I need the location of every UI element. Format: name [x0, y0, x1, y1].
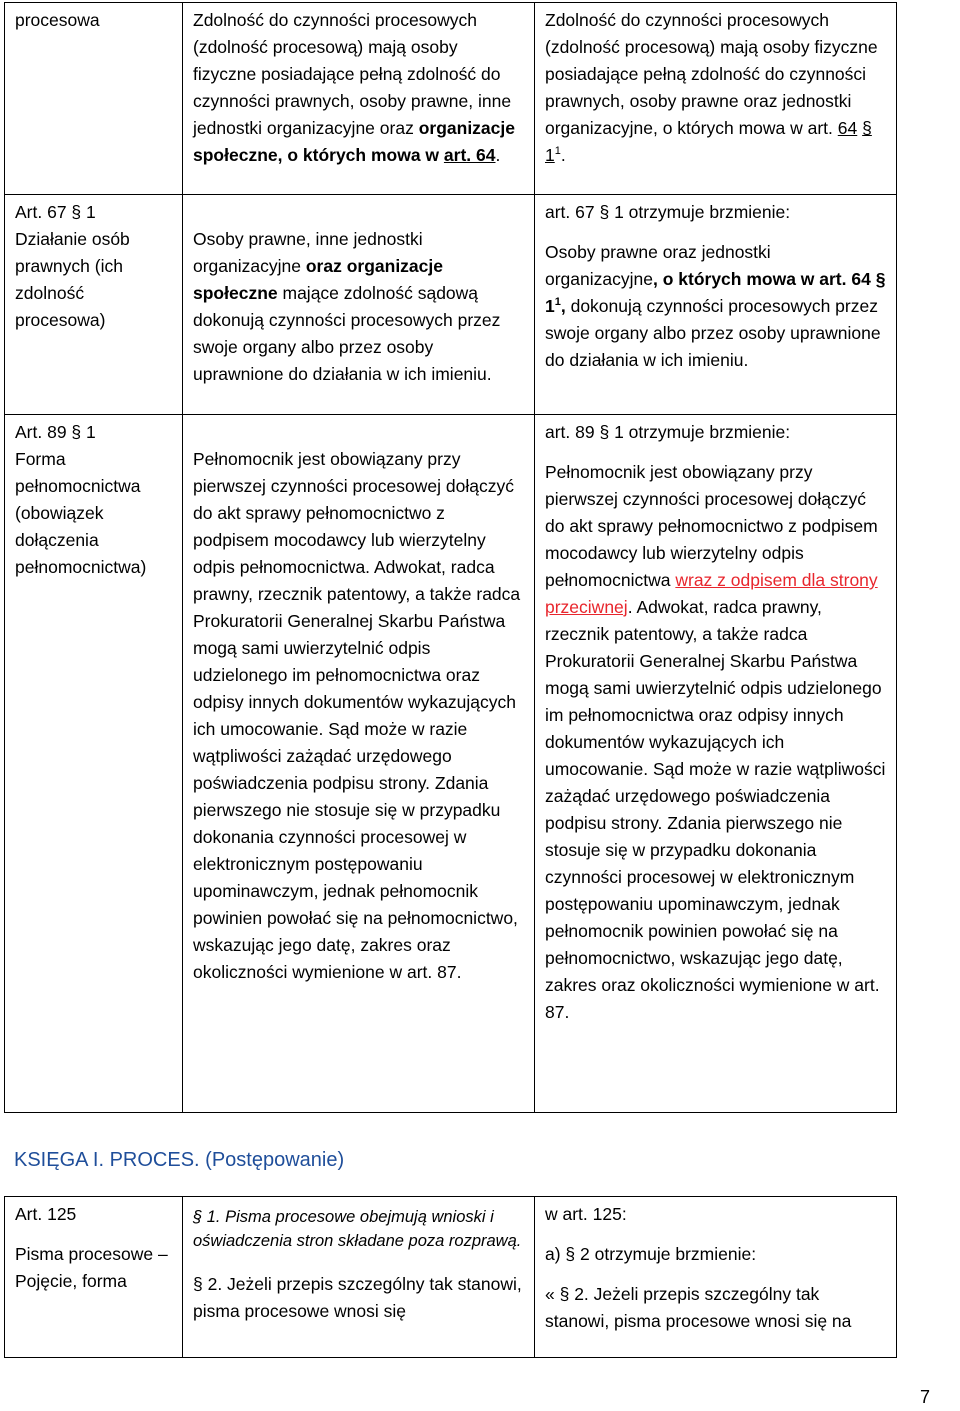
cell-current-text: [183, 3, 535, 195]
proposed-text: Zdolność do czynności procesowych (zdolność procesową) mają osoby fizyczne posiadające pełną zdolność do czynności prawnych, osoby prawne oraz jednostki organizacyjne, o których mowa w art. 64 § $1^1$.: [545, 10, 878, 165]
current-text: Zdolność do czynności procesowych (zdolność procesową) mają osoby fizyczne posiadające pełną zdolność do czynności prawnych, osoby prawne, inne jednostki organizacyjne oraz organizacje społeczne, o których mowa w art. 64.: [193, 10, 515, 165]
cell-current-text: [183, 1197, 535, 1358]
cell-provision: [5, 195, 183, 415]
provision-title: Działanie osób prawnych (ich zdolność procesowa): [15, 229, 130, 330]
provision-title: Forma pełnomocnictwa (obowiązek dołączenia pełnomocnictwa): [15, 449, 147, 577]
cell-provision: [5, 1197, 183, 1358]
table-row: [5, 1197, 897, 1358]
comparison-table-art125: [4, 1196, 897, 1358]
comparison-table: [4, 2, 897, 1113]
provision-ref: Art. 89 § 1: [15, 422, 96, 442]
cell-provision: [5, 415, 183, 1113]
amendment-intro: art. 89 § 1 otrzymuje brzmienie:: [545, 422, 791, 442]
current-text-par1: § 1. Pisma procesowe obejmują wnioski i oświadczenia stron składane poza rozprawą.: [193, 1208, 522, 1250]
cell-current-text: [183, 415, 535, 1113]
table-row: [5, 195, 897, 415]
section-heading: KSIĘGA I. PROCES. (Postępowanie): [14, 1149, 345, 1171]
cell-proposed-text: [535, 1197, 897, 1358]
amendment-intro: w art. 125:: [545, 1204, 627, 1224]
cell-provision: [5, 3, 183, 195]
provision-title: Pisma procesowe – Pojęcie, forma: [15, 1244, 168, 1291]
proposed-text: Osoby prawne oraz jednostki organizacyjne, o których mowa w art. 64 § $1^1$, dokonują czynności procesowych przez swoje organy albo przez osoby uprawnione do działania w ich imieniu.: [545, 242, 886, 370]
cell-proposed-text: [535, 3, 897, 195]
current-text-par2: § 2. Jeżeli przepis szczególny tak stanowi, pisma procesowe wnosi się: [193, 1274, 522, 1321]
cell-proposed-text: [535, 195, 897, 415]
cell-current-text: [183, 195, 535, 415]
amendment-point: a) § 2 otrzymuje brzmienie:: [545, 1244, 757, 1264]
provision-ref: Art. 125: [15, 1204, 77, 1224]
amendment-intro: art. 67 § 1 otrzymuje brzmienie:: [545, 202, 791, 222]
highlighted-addition: wraz z odpisem dla strony przeciwnej: [545, 570, 878, 617]
provision-name: procesowa: [15, 10, 100, 30]
proposed-text: « § 2. Jeżeli przepis szczególny tak stanowi, pisma procesowe wnosi się na: [545, 1284, 852, 1331]
provision-ref: Art. 67 § 1: [15, 202, 96, 222]
page-number: 7: [919, 1387, 930, 1407]
proposed-text: Pełnomocnik jest obowiązany przy pierwszej czynności procesowej dołączyć do akt sprawy pełnomocnictwo z podpisem mocodawcy lub wierzytelny odpis pełnomocnictwa wraz z odpisem dla strony przeciwnej. Adwokat, radca prawny, rzecznik patentowy, a także radca Prokuratorii Generalnej Skarbu Państwa mogą sami uwierzytelnić odpis udzielonego im pełnomocnictwa oraz odpisy innych dokumentów wykazujących ich umocowanie. Sąd może w razie wątpliwości zażądać urzędowego poświadczenia podpisu strony. Zdania pierwszego nie stosuje się w przypadku dokonania czynności procesowej w elektronicznym postępowaniu upominawczym, jednak pełnomocnik powinien powołać się na pełnomocnictwo, wskazując jego datę, zakres oraz okoliczności wymienione w art. 87.: [545, 462, 886, 1022]
table-row: [5, 3, 897, 195]
cell-proposed-text: [535, 415, 897, 1113]
table-row: [5, 415, 897, 1113]
current-text: Osoby prawne, inne jednostki organizacyjne oraz organizacje społeczne mające zdolność sądową dokonują czynności procesowych przez swoje organy albo przez osoby uprawnione do działania w ich imieniu.: [193, 229, 501, 384]
current-text: Pełnomocnik jest obowiązany przy pierwszej czynności procesowej dołączyć do akt sprawy pełnomocnictwo z podpisem mocodawcy lub wierzytelny odpis pełnomocnictwa. Adwokat, radca prawny, rzecznik patentowy, a także radca Prokuratorii Generalnej Skarbu Państwa mogą sami uwierzytelnić odpis udzielonego im pełnomocnictwa oraz odpisy innych dokumentów wykazujących ich umocowanie. Sąd może w razie wątpliwości zażądać urzędowego poświadczenia podpisu strony. Zdania pierwszego nie stosuje się w przypadku dokonania czynności procesowej w elektronicznym postępowaniu upominawczym, jednak pełnomocnik powinien powołać się na pełnomocnictwo, wskazując jego datę, zakres oraz okoliczności wymienione w art. 87.: [193, 449, 521, 982]
